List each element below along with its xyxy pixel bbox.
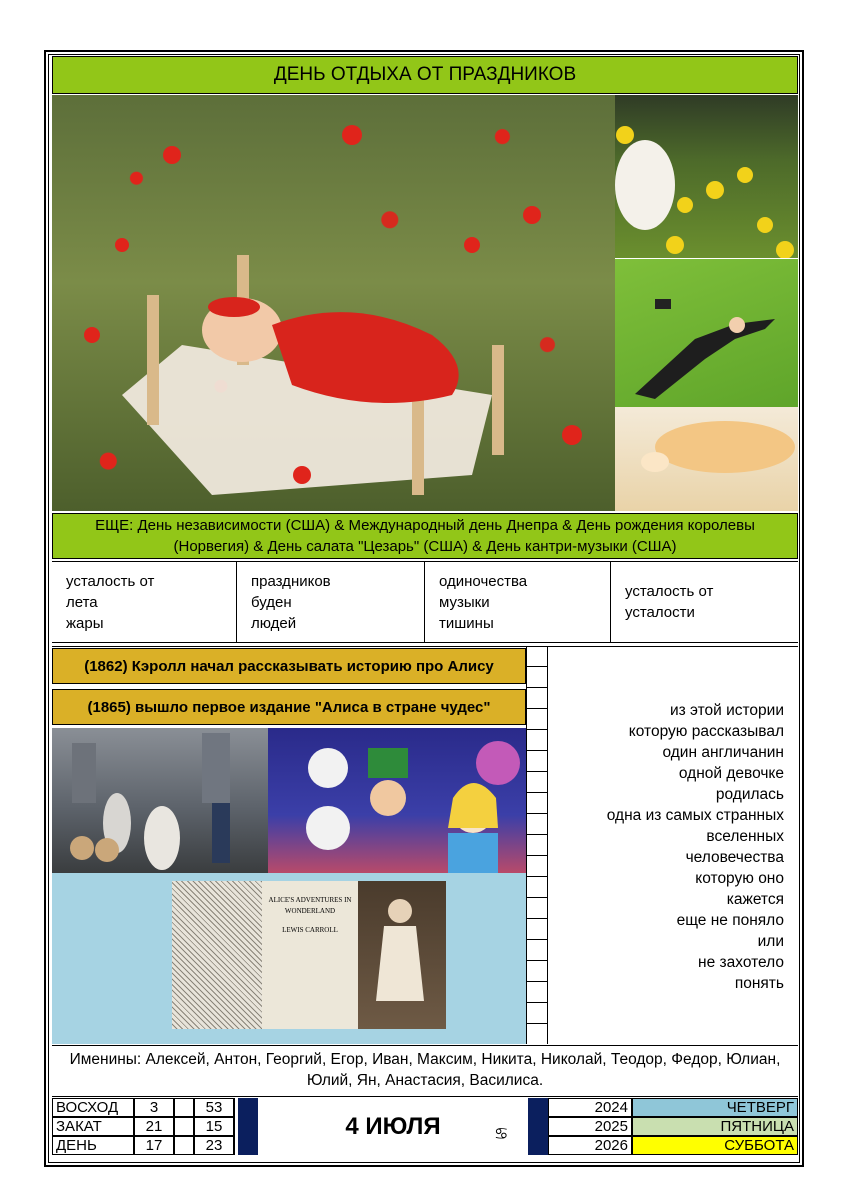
daylength-minutes: 23 (194, 1136, 234, 1155)
kitten-illustration (615, 407, 798, 511)
poem-line: кажется (726, 891, 784, 908)
weekday-cell: ЧЕТВЕРГ (632, 1098, 798, 1117)
fatigue-line: усталость от (66, 572, 155, 590)
poem-line: понять (734, 975, 784, 992)
sunset-label: ЗАКАТ (52, 1117, 134, 1136)
baby-in-poppies-photo (52, 95, 615, 511)
poem-line: еще не поняло (676, 912, 784, 929)
poem-line: из этой истории (669, 702, 784, 719)
fatigue-cell-1 (52, 562, 237, 642)
poem-line: одной девочке (678, 765, 784, 782)
fatigue-line: тишины (439, 614, 494, 632)
poem-line: вселенных (706, 828, 784, 845)
fatigue-line: буден (251, 593, 292, 611)
spacer-cell (174, 1117, 194, 1136)
daylength-hours: 17 (134, 1136, 174, 1155)
event-1862: (1862) Кэролл начал рассказывать историю про Алису (52, 648, 526, 684)
other-holidays-text: ЕЩЕ: День независимости (США) & Международный день Днепра & День рождения королевы (Норвегия) & День салата "Цезарь" (США) & День кантри-музыки (США) (52, 513, 798, 559)
fatigue-cell-4 (611, 562, 798, 642)
name-days-text: Именины: Алексей, Антон, Георгий, Егор, Иван, Максим, Никита, Николай, Теодор, Федор, Юлиан, Юлий, Ян, Анастасия, Василиса. (69, 1051, 781, 1089)
daylength-label: ДЕНЬ (52, 1136, 134, 1155)
weekday-cell: ПЯТНИЦА (632, 1117, 798, 1136)
weekday-cell: СУББОТА (632, 1136, 798, 1155)
book-illustration-page (172, 881, 262, 1029)
movie-still-illustration (52, 728, 268, 873)
fatigue-line: одиночества (439, 572, 528, 590)
cat-dandelions-illustration (615, 95, 798, 258)
baby-bed-illustration (52, 95, 615, 511)
cat-in-dandelions-photo (615, 95, 798, 258)
year-cell: 2025 (548, 1117, 632, 1136)
date-box (258, 1098, 528, 1155)
sleeping-kitten-photo (615, 407, 798, 511)
bottom-divider (52, 1096, 798, 1097)
spacer-cell (174, 1098, 194, 1117)
alice-movie-still (52, 728, 268, 873)
section-divider (52, 646, 798, 647)
woman-grass-illustration (615, 259, 798, 407)
fatigue-cell-2 (237, 562, 425, 642)
poem (552, 700, 784, 994)
poem-line: одна из самых странных (606, 807, 784, 824)
poem-line: которую оно (695, 870, 784, 887)
alice-cartoon-image (268, 728, 526, 873)
poem-line: родилась (715, 786, 784, 803)
year-cell: 2024 (548, 1098, 632, 1117)
fatigue-line: жары (66, 614, 104, 632)
date-label: 4 ИЮЛЯ (345, 1112, 441, 1140)
fatigue-line: музыки (439, 593, 490, 611)
cancer-zodiac-icon: ♋ (494, 1124, 509, 1143)
book-title-page (262, 881, 358, 1029)
grid-column (526, 646, 548, 1044)
book-author: LEWIS CARROLL (282, 926, 338, 934)
sunrise-label: ВОСХОД (52, 1098, 134, 1117)
sunset-hours: 21 (134, 1117, 174, 1136)
poem-line: один англичанин (662, 744, 784, 761)
alice-liddell-photo (358, 881, 446, 1029)
fatigue-line: усталости (625, 604, 695, 621)
poem-line: человечества (685, 849, 784, 866)
page-title: ДЕНЬ ОТДЫХА ОТ ПРАЗДНИКОВ (52, 56, 798, 94)
fatigue-line: лета (66, 593, 98, 611)
date-bar-left (238, 1098, 258, 1155)
sunset-minutes: 15 (194, 1117, 234, 1136)
year-cell: 2026 (548, 1136, 632, 1155)
fatigue-line: праздников (251, 572, 331, 590)
event-1865: (1865) вышло первое издание "Алиса в стране чудес" (52, 689, 526, 725)
cartoon-illustration (268, 728, 526, 873)
poem-line: которую рассказывал (628, 723, 784, 740)
poem-line: не захотело (698, 954, 784, 971)
girl-photo-illustration (358, 881, 446, 1029)
sunrise-minutes: 53 (194, 1098, 234, 1117)
date-bar-right (528, 1098, 548, 1155)
book-title: ALICE'S ADVENTURES IN WONDERLAND (268, 896, 352, 915)
woman-on-grass-photo (615, 259, 798, 407)
weekday-table (548, 1098, 798, 1155)
spacer-cell (174, 1136, 194, 1155)
sun-table (52, 1098, 234, 1155)
fatigue-line: людей (251, 614, 297, 632)
fatigue-cell-3 (425, 562, 611, 642)
poem-line: или (757, 933, 784, 950)
sunrise-hours: 3 (134, 1098, 174, 1117)
fatigue-line: усталость от (625, 583, 714, 600)
